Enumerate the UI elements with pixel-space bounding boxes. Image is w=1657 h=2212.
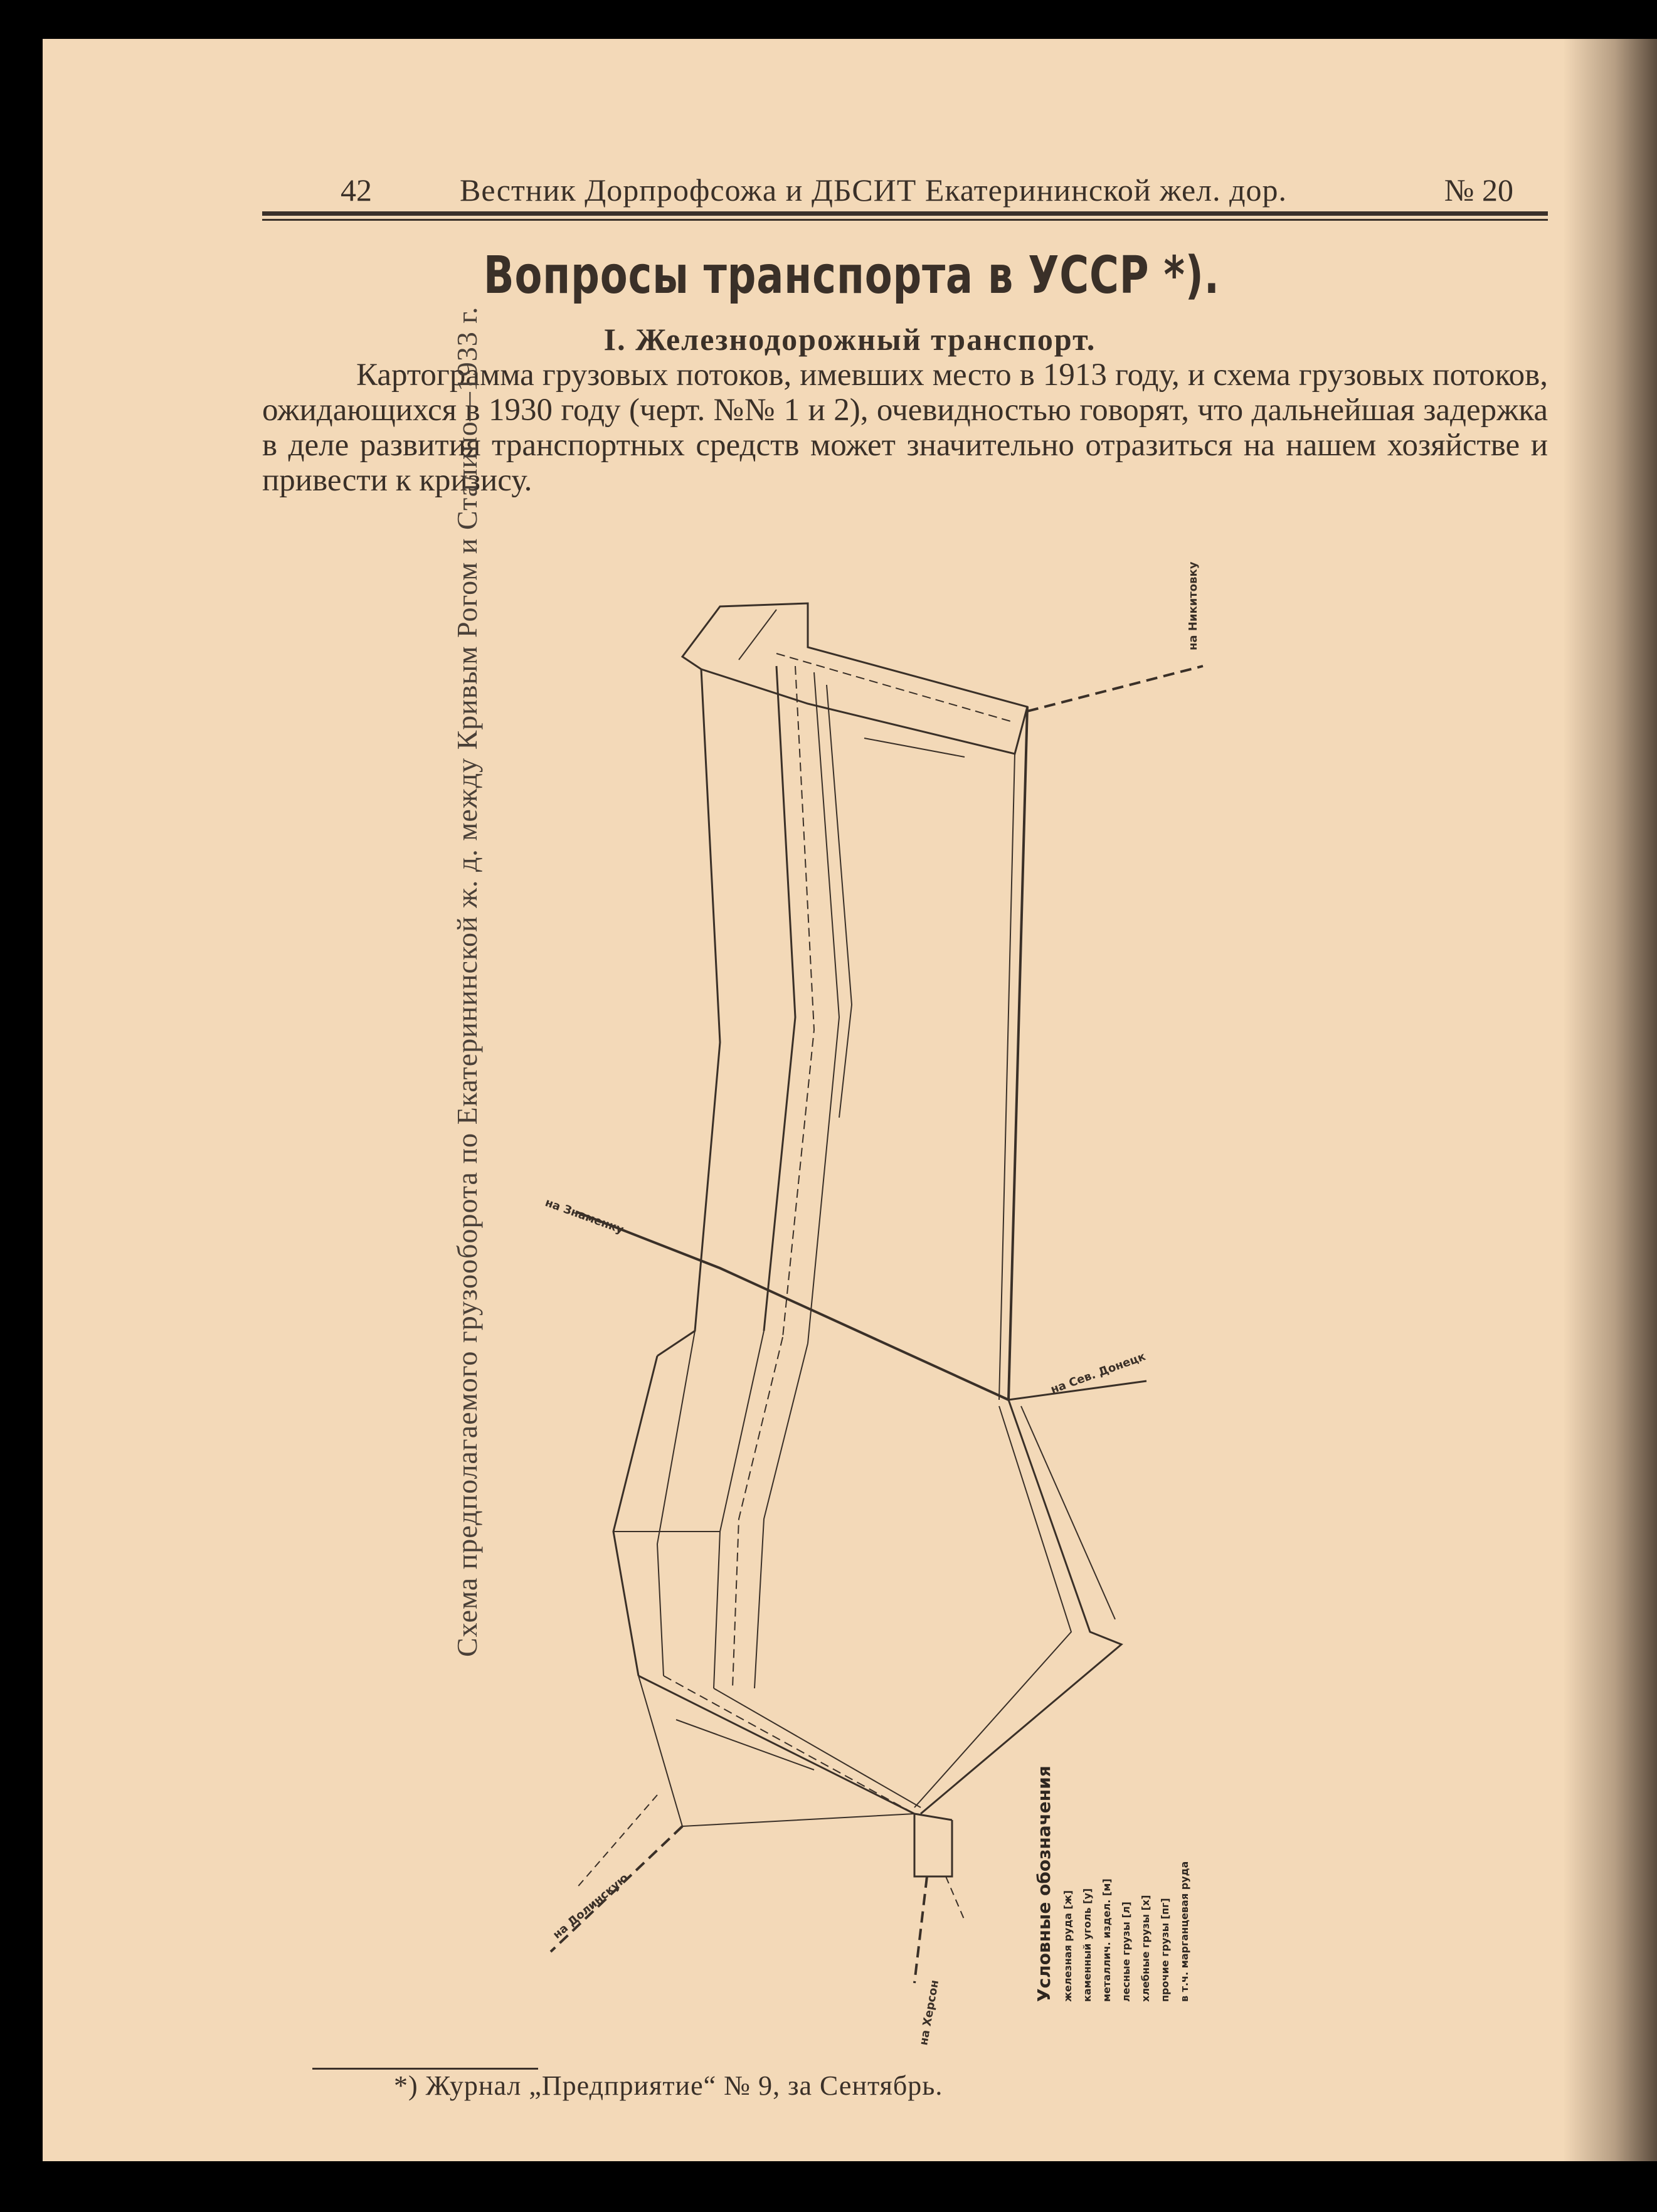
legend-item: металлич. издел. [м] [1101, 1878, 1113, 2002]
legend-item: каменный уголь [у] [1081, 1888, 1093, 2002]
section-heading: I. Железнодорожный транспорт. [603, 322, 1096, 357]
freight-flow-diagram [513, 541, 1328, 2083]
northeast-line [1027, 666, 1203, 711]
legend-item: в т.ч. марганцевая руда [1178, 1861, 1190, 2002]
footnote: *) Журнал „Предприятие“ № 9, за Сентябрь. [394, 2070, 943, 2101]
journal-name: Вестник Дорпрофсожа и ДБСИТ Екатерининской жел. дор. [460, 172, 1288, 208]
east-flow [921, 1400, 1121, 1814]
west-corridor-outer [657, 669, 720, 1356]
journal-page [43, 39, 1657, 2161]
running-header [262, 164, 1548, 214]
label-northeast: на Никитовку [1187, 561, 1200, 650]
label-east: на Сев. Донецк [1049, 1350, 1148, 1397]
header-rule-thin [262, 219, 1548, 221]
label-northwest: на Знаменку [543, 1195, 626, 1237]
page-number: 42 [341, 172, 372, 208]
page-gutter-shadow [1563, 39, 1657, 2161]
legend [1034, 1765, 1190, 2002]
label-west: на Долинскую [550, 1871, 631, 1942]
header-rule-thick [262, 211, 1548, 216]
south-line [914, 1876, 927, 1983]
legend-title: Условные обозначения [1034, 1765, 1054, 2002]
figure-caption: Схема предполагаемого грузооборота по Екатерининской ж. д. между Кривым Рогом и Сталино—1933 г. [451, 306, 483, 1657]
legend-item: лесные грузы [л] [1120, 1902, 1132, 2002]
issue-number: № 20 [1444, 172, 1513, 208]
article-title: Вопросы транспорта в УССР *). [483, 246, 1220, 305]
north-branch [682, 603, 1027, 754]
paragraph: Картограмма грузовых потоков, имевших место в 1913 году, и схема грузовых потоков, ожидающихся в 1930 году (черт. №№ 1 и 2), очевидностью говорят, что дальнейшая задержка в деле развития транспортных средств может значительно отразиться на нашем хозяйстве и привести к кризису. [262, 357, 1548, 498]
legend-item: хлебные грузы [х] [1140, 1895, 1151, 2002]
label-south: на Херсон [917, 1979, 942, 2046]
crossing-line [576, 1212, 1008, 1400]
east-trunk [1008, 707, 1027, 1400]
legend-item: железная руда [ж] [1062, 1890, 1074, 2002]
legend-item: прочие грузы [пг] [1159, 1898, 1171, 2002]
